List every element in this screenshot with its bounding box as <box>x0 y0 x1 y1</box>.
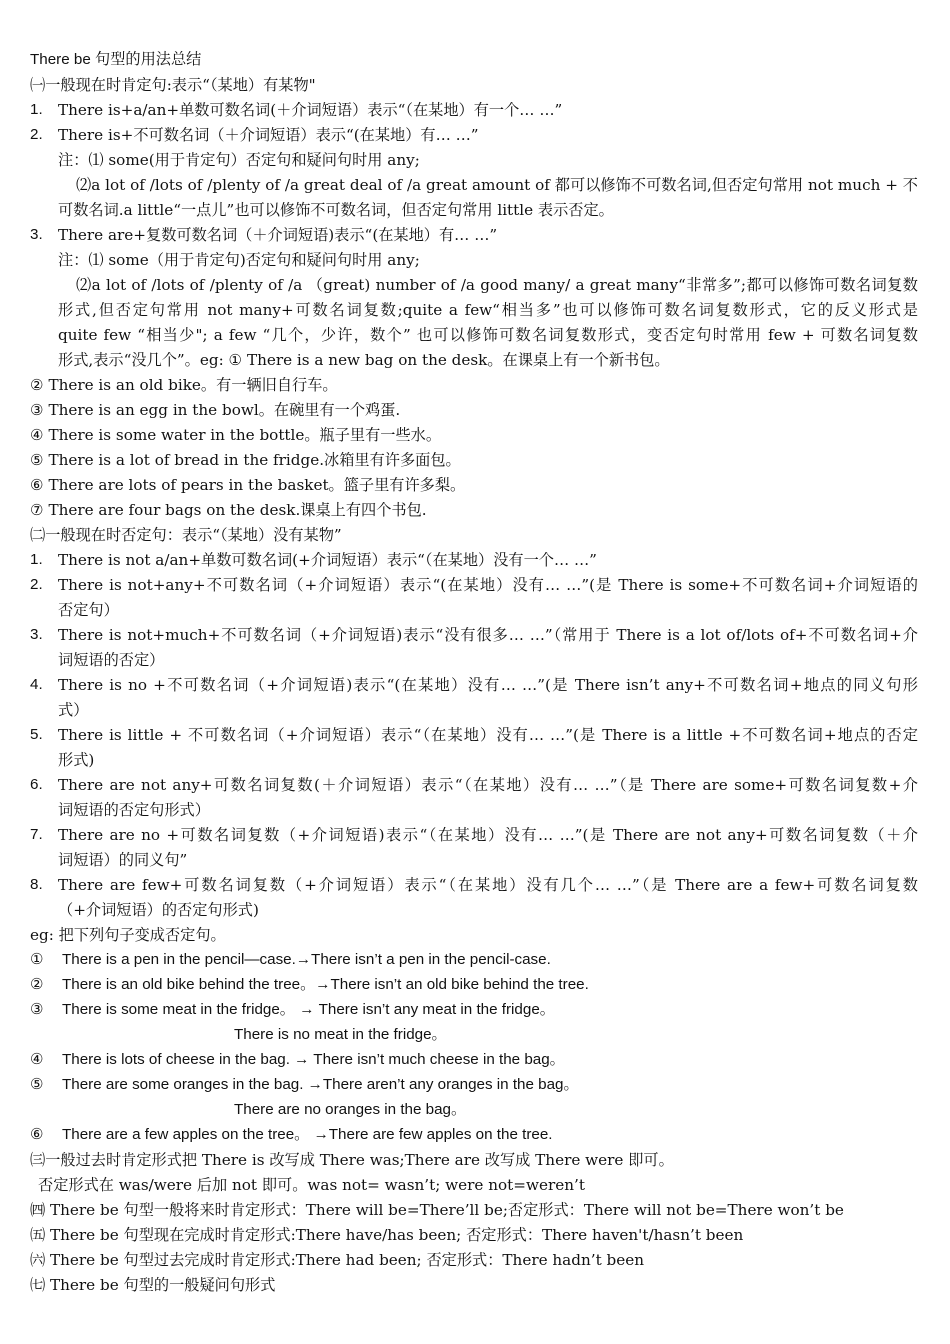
list-number: 2. <box>30 576 43 593</box>
rule-line: There is not a/an+单数可数名词(+介词短语）表示“（在某地）没有一个… …” <box>58 551 597 569</box>
note-line: ⑵a lot of /lots of /plenty of /a （great) number of /a good many/ a great many“非常多”;都可以修饰可数名词复数 <box>76 276 918 294</box>
exercise-line: There is some meat in the fridge。 → There isn’t any meat in the fridge。 <box>62 1001 555 1018</box>
section-heading: ㈥ There be 句型过去完成时肯定形式:There had been; 否定形式：There hadn’t been <box>30 1251 644 1269</box>
exercise-heading: eg: 把下列句子变成否定句。 <box>30 926 226 944</box>
rule-line: There is little + 不可数名词（+介词短语）表示“（在某地）没有… …”(是 There is a little +不可数名词+地点的否定 <box>58 726 918 744</box>
rule-line: There are few+可数名词复数（+介词短语）表示“（在某地）没有几个… …”（是 There are a few+可数名词复数 <box>58 876 918 894</box>
example-line: ④ There is some water in the bottle。瓶子里有一些水。 <box>30 426 442 444</box>
note-line: 注：⑴ some（用于肯定句)否定句和疑问句时用 any; <box>58 251 420 269</box>
list-number: 4. <box>30 676 43 693</box>
example-line: ⑤ There is a lot of bread in the fridge.冰箱里有许多面包。 <box>30 451 461 469</box>
exercise-line: There is a pen in the pencil—case.→There isn’t a pen in the pencil-case. <box>62 951 551 968</box>
note-line: 注：⑴ some(用于肯定句）否定句和疑问句时用 any; <box>58 151 420 169</box>
list-number: 3. <box>30 626 43 643</box>
note-line: 可数名词.a little“一点儿”也可以修饰不可数名词，但否定句常用 little 表示否定。 <box>58 201 614 219</box>
rule-line: 词短语的否定） <box>58 651 165 669</box>
rule-line: （+介词短语）的否定句形式) <box>58 901 259 919</box>
rule-line: 式） <box>58 701 89 719</box>
example-line: ② There is an old bike。有一辆旧自行车。 <box>30 376 338 394</box>
document-title: There be 句型的用法总结 <box>30 51 202 68</box>
section-heading: ㈢一般过去时肯定形式把 There is 改写成 There was;There are 改写成 There were 即可。 <box>30 1151 674 1169</box>
list-number: 1. <box>30 551 43 568</box>
exercise-marker: ② <box>30 976 44 993</box>
rule-line: 否定形式在 was/were 后加 not 即可。was not= wasn’t; were not=weren’t <box>38 1176 585 1194</box>
exercise-line: There is no meat in the fridge。 <box>234 1026 447 1043</box>
exercise-marker: ① <box>30 951 44 968</box>
section-heading: ㈤ There be 句型现在完成时肯定形式:There have/has been; 否定形式：There haven't/hasn’t been <box>30 1226 744 1244</box>
list-number: 2. <box>30 126 43 143</box>
rule-line: 否定句） <box>58 601 119 619</box>
rule-line: There is+不可数名词（＋介词短语）表示“(在某地）有… …” <box>58 126 479 144</box>
exercise-marker: ③ <box>30 1001 44 1018</box>
exercise-marker: ④ <box>30 1051 44 1068</box>
exercise-line: There are some oranges in the bag. →There aren’t any oranges in the bag。 <box>62 1076 579 1093</box>
section-heading: ㈠一般现在时肯定句:表示“（某地）有某物" <box>30 76 316 94</box>
list-number: 1. <box>30 101 43 118</box>
list-number: 3. <box>30 226 43 243</box>
example-line: ③ There is an egg in the bowl。在碗里有一个鸡蛋. <box>30 401 401 419</box>
exercise-line: There are no oranges in the bag。 <box>234 1101 467 1118</box>
example-line: 形式,表示“没几个”。eg: ① There is a new bag on the desk。在课桌上有一个新书包。 <box>58 351 670 369</box>
rule-line: There is no +不可数名词（+介词短语)表示“(在某地）没有… …”(是 There isn’t any+不可数名词+地点的同义句形 <box>58 676 918 694</box>
list-number: 5. <box>30 726 43 743</box>
list-number: 7. <box>30 826 43 843</box>
rule-line: There are+复数可数名词（＋介词短语)表示“(在某地）有… …” <box>58 226 498 244</box>
section-heading: ㈡一般现在时否定句：表示“（某地）没有某物” <box>30 526 342 544</box>
list-number: 6. <box>30 776 43 793</box>
list-number: 8. <box>30 876 43 893</box>
rule-line: 词短语）的同义句” <box>58 851 188 869</box>
rule-line: There are not any+可数名词复数(＋介词短语）表示“（在某地）没有… …”（是 There are some+可数名词复数+介 <box>58 776 918 794</box>
note-line: 形式,但否定句常用 not many+可数名词复数;quite a few“相当多”也可以修饰可数名词复数形式，它的反义形式是 <box>58 301 918 319</box>
exercise-marker: ⑤ <box>30 1076 44 1093</box>
section-heading: ㈦ There be 句型的一般疑问句形式 <box>30 1276 276 1294</box>
example-line: ⑥ There are lots of pears in the basket。篮子里有许多梨。 <box>30 476 466 494</box>
exercise-marker: ⑥ <box>30 1126 44 1143</box>
rule-line: There is not+any+不可数名词（+介词短语）表示“(在某地）没有… …”(是 There is some+不可数名词+介词短语的 <box>58 576 918 594</box>
rule-line: 形式) <box>58 751 95 769</box>
rule-line: There is not+much+不可数名词（+介词短语)表示“没有很多… …”（常用于 There is a lot of/lots of+不可数名词+介 <box>58 626 918 644</box>
exercise-line: There is lots of cheese in the bag. → There isn’t much cheese in the bag。 <box>62 1051 565 1068</box>
exercise-line: There is an old bike behind the tree。→There isn’t an old bike behind the tree. <box>62 976 589 993</box>
rule-line: There is+a/an+单数可数名词(＋介词短语）表示“（在某地）有一个… …” <box>58 101 563 119</box>
note-line: ⑵a lot of /lots of /plenty of /a great deal of /a great amount of 都可以修饰不可数名词,但否定句常用 not much + 不 <box>76 176 918 194</box>
note-line: quite few “相当少"; a few “几个，少许，数个” 也可以修饰可数名词复数形式，变否定句时常用 few + 可数名词复数 <box>58 326 918 344</box>
rule-line: There are no +可数名词复数（+介词短语)表示“（在某地）没有… …”(是 There are not any+可数名词复数（＋介 <box>58 826 918 844</box>
exercise-line: There are a few apples on the tree。 →There are few apples on the tree. <box>62 1126 553 1143</box>
example-line: ⑦ There are four bags on the desk.课桌上有四个书包. <box>30 501 427 519</box>
rule-line: 词短语的否定句形式） <box>58 801 210 819</box>
section-heading: ㈣ There be 句型一般将来时肯定形式：There will be=There’ll be;否定形式：There will not be=There won’t be <box>30 1201 844 1219</box>
